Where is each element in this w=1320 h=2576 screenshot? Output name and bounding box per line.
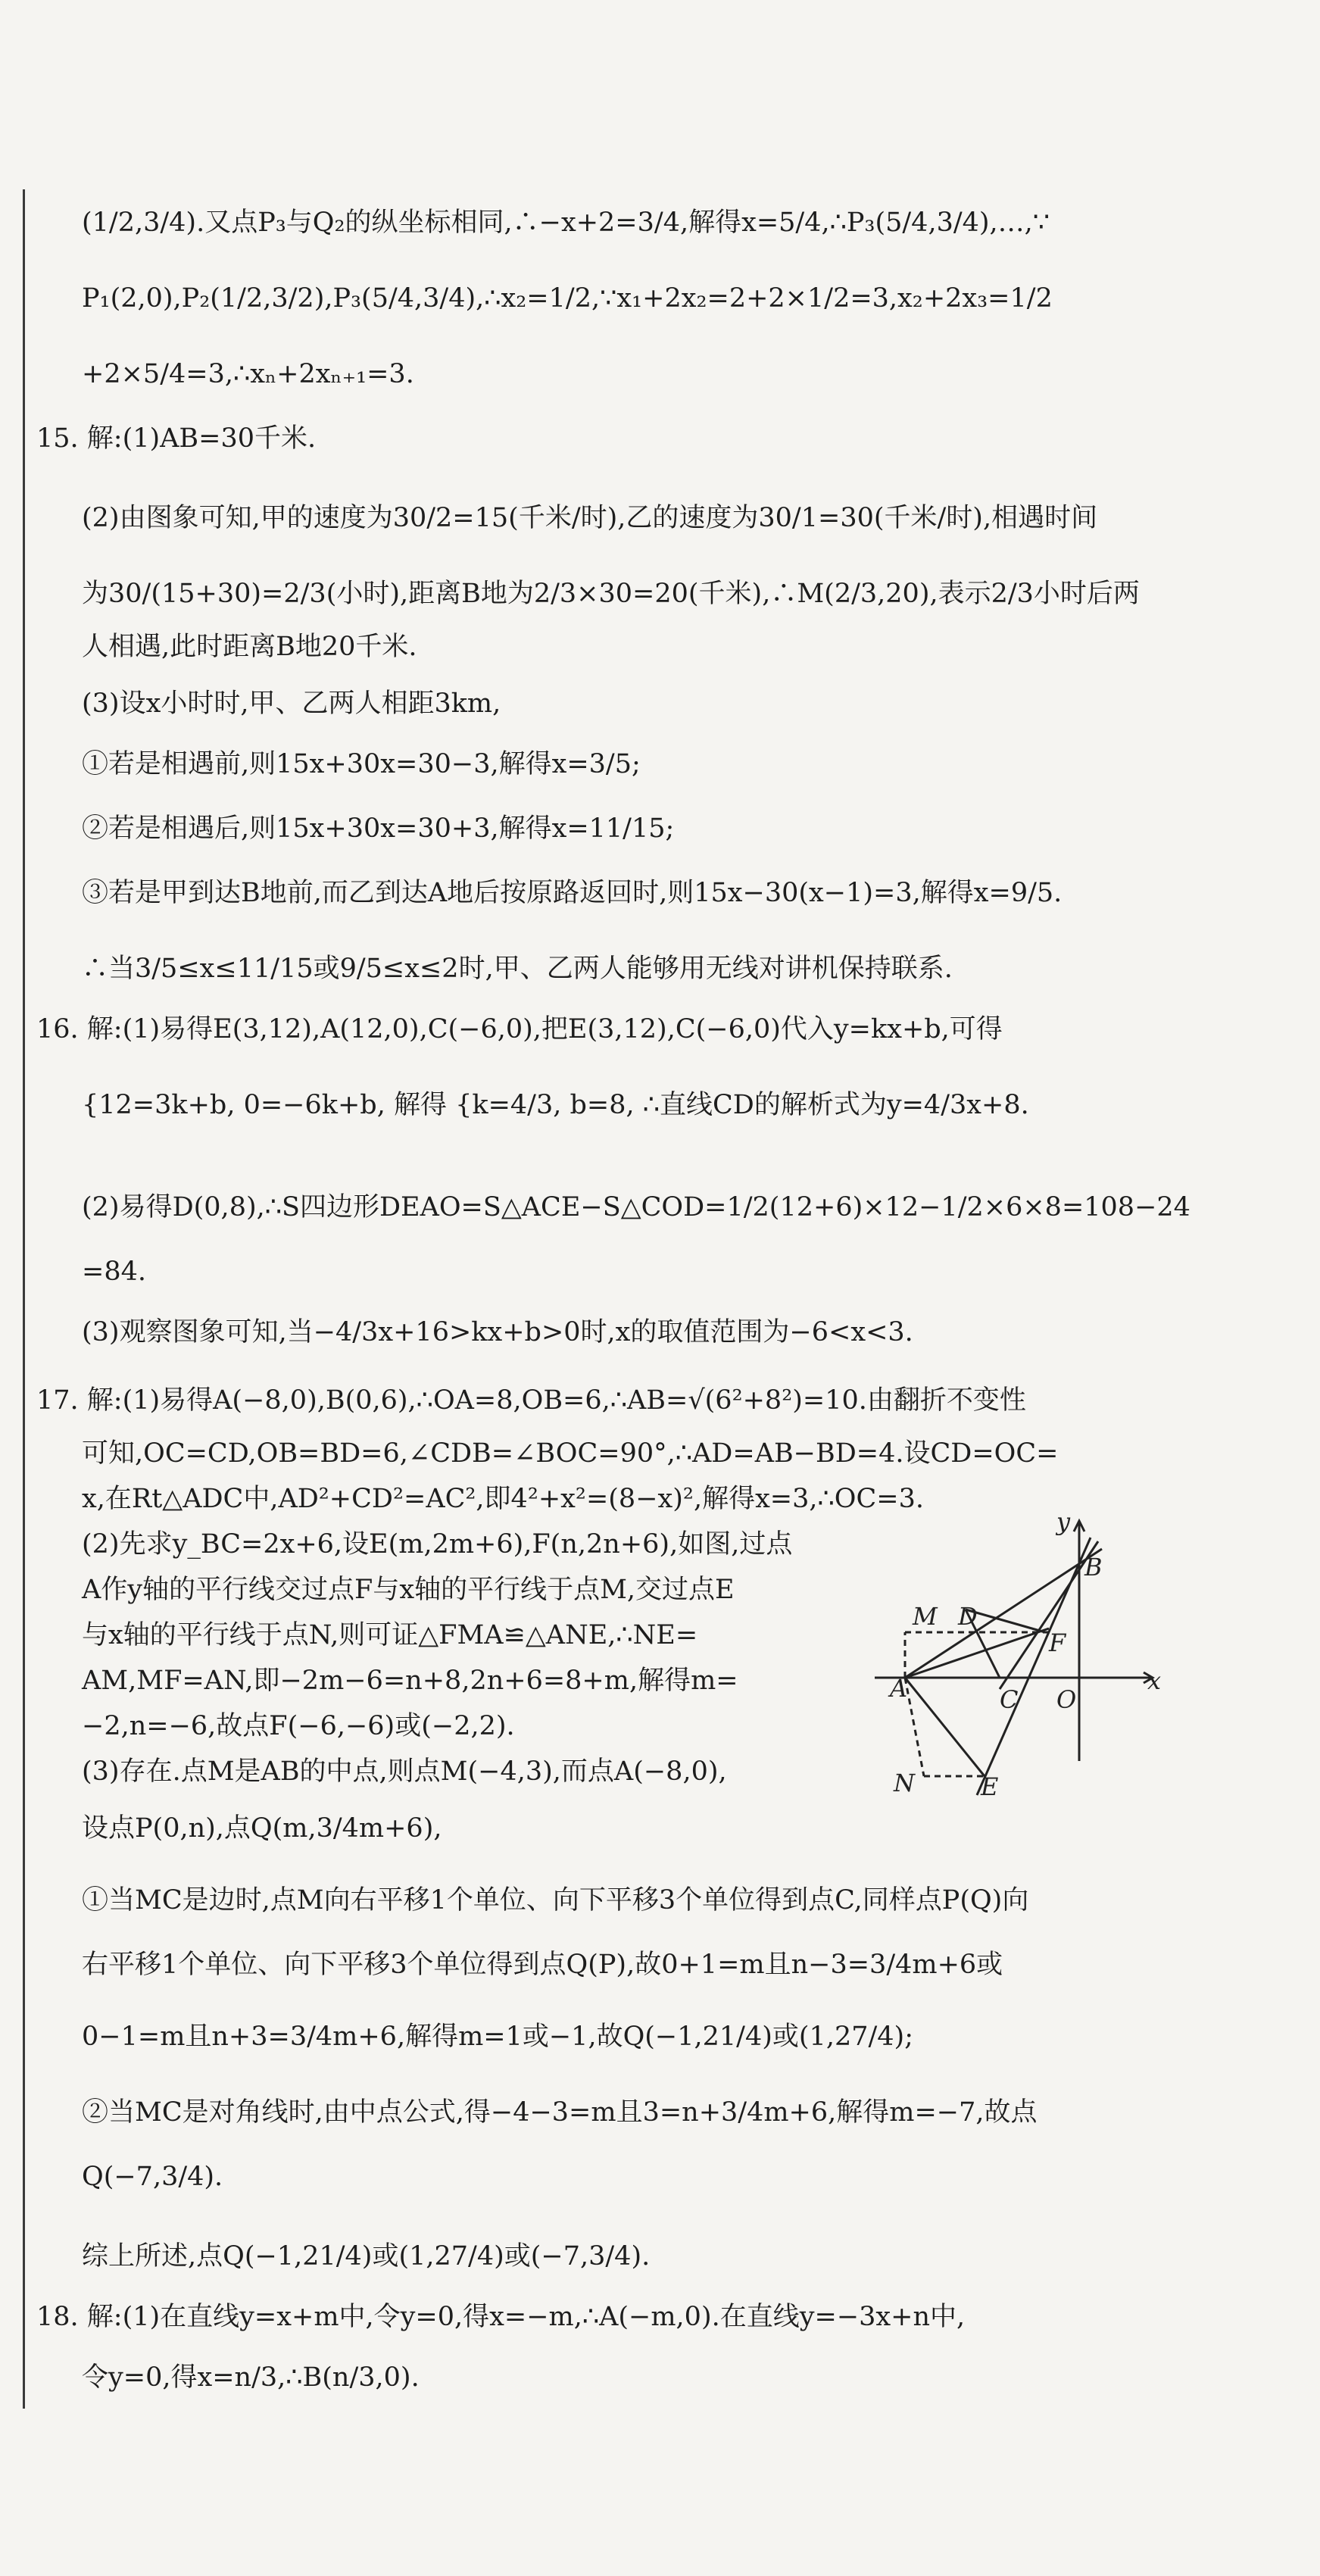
text-line: (3)存在.点M是AB的中点,则点M(−4,3),而点A(−8,0), xyxy=(82,1756,727,1787)
text-line: 15. 解:(1)AB=30千米. xyxy=(36,423,317,454)
label-a: A xyxy=(890,1674,908,1703)
text-line: +2×5/4=3,∴xₙ+2xₙ₊₁=3. xyxy=(82,359,414,389)
text-line: 综上所述,点Q(−1,21/4)或(1,27/4)或(−7,3/4). xyxy=(82,2241,651,2272)
text-line: 可知,OC=CD,OB=BD=6,∠CDB=∠BOC=90°,∴AD=AB−BD=4.设CD=OC= xyxy=(82,1438,1059,1469)
text-line: ③若是甲到达B地前,而乙到达A地后按原路返回时,则15x−30(x−1)=3,解得x=9/5. xyxy=(82,878,1063,908)
label-f: F xyxy=(1049,1628,1066,1657)
text-line: 右平移1个单位、向下平移3个单位得到点Q(P),故0+1=m且n−3=3/4m+6或 xyxy=(82,1950,1003,1980)
label-d: D xyxy=(958,1602,978,1631)
line-af xyxy=(905,1628,1049,1678)
text-line: 为30/(15+30)=2/3(小时),距离B地为2/3×30=20(千米),∴M(2/3,20),表示2/3小时后两 xyxy=(82,579,1140,609)
text-line: AM,MF=AN,即−2m−6=n+8,2n+6=8+m,解得m= xyxy=(82,1666,738,1696)
text-line: (3)观察图象可知,当−4/3x+16>kx+b>0时,x的取值范围为−6<x<3. xyxy=(82,1317,913,1347)
line-bc xyxy=(1000,1541,1098,1689)
label-y: y xyxy=(1056,1507,1071,1536)
text-line: ②当MC是对角线时,由中点公式,得−4−3=m且3=n+3/4m+6,解得m=−7,故点 xyxy=(82,2097,1038,2128)
label-x: x xyxy=(1147,1666,1162,1695)
text-line: 设点P(0,n),点Q(m,3/4m+6), xyxy=(82,1813,442,1844)
text-line: 0−1=m且n+3=3/4m+6,解得m=1或−1,故Q(−1,21/4)或(1,27/4); xyxy=(82,2022,913,2052)
text-line: −2,n=−6,故点F(−6,−6)或(−2,2). xyxy=(82,1711,515,1741)
label-o: O xyxy=(1056,1685,1077,1714)
text-line: ①若是相遇前,则15x+30x=30−3,解得x=3/5; xyxy=(82,749,641,779)
text-line: P₁(2,0),P₂(1/2,3/2),P₃(5/4,3/4),∴x₂=1/2,∵x₁+2x₂=2+2×1/2=3,x₂+2x₃=1/2 xyxy=(82,283,1053,314)
text-line: ∴当3/5≤x≤11/15或9/5≤x≤2时,甲、乙两人能够用无线对讲机保持联系. xyxy=(82,954,953,984)
text-line: (3)设x小时时,甲、乙两人相距3km, xyxy=(82,688,501,719)
text-line: ②若是相遇后,则15x+30x=30+3,解得x=11/15; xyxy=(82,813,675,844)
text-line: A作y轴的平行线交过点F与x轴的平行线于点M,交过点E xyxy=(82,1575,735,1605)
text-line: Q(−7,3/4). xyxy=(82,2162,223,2192)
geometry-figure xyxy=(871,1507,1166,1803)
line-ae xyxy=(905,1678,985,1776)
text-line: 令y=0,得x=n/3,∴B(n/3,0). xyxy=(82,2362,420,2393)
text-line: 与x轴的平行线于点N,则可证△FMA≌△ANE,∴NE= xyxy=(82,1620,698,1650)
text-line: (2)先求y_BC=2x+6,设E(m,2m+6),F(n,2n+6),如图,过点 xyxy=(82,1529,793,1560)
line-an xyxy=(905,1678,924,1776)
text-line: 17. 解:(1)易得A(−8,0),B(0,6),∴OA=8,OB=6,∴AB=√(6²+8²)=10.由翻折不变性 xyxy=(36,1385,1026,1416)
text-line: (2)由图象可知,甲的速度为30/2=15(千米/时),乙的速度为30/1=30(千米/时),相遇时间 xyxy=(82,503,1098,533)
margin-rule xyxy=(23,189,25,2409)
text-line: ①当MC是边时,点M向右平移1个单位、向下平移3个单位得到点C,同样点P(Q)向 xyxy=(82,1885,1029,1916)
text-line: (2)易得D(0,8),∴S四边形DEAO=S△ACE−S△COD=1/2(12+6)×12−1/2×6×8=108−24 xyxy=(82,1192,1190,1222)
label-c: C xyxy=(1000,1685,1019,1714)
text-line: x,在Rt△ADC中,AD²+CD²=AC²,即4²+x²=(8−x)²,解得x=3,∴OC=3. xyxy=(82,1484,924,1514)
text-line: {12=3k+b, 0=−6k+b, 解得 {k=4/3, b=8, ∴直线CD的解析式为y=4/3x+8. xyxy=(82,1090,1029,1120)
text-line: =84. xyxy=(82,1257,146,1287)
text-line: (1/2,3/4).又点P₃与Q₂的纵坐标相同,∴−x+2=3/4,解得x=5/4,∴P₃(5/4,3/4),…,∵ xyxy=(82,208,1050,238)
label-b: B xyxy=(1084,1553,1103,1582)
label-m: M xyxy=(913,1602,938,1631)
text-line: 18. 解:(1)在直线y=x+m中,令y=0,得x=−m,∴A(−m,0).在直线y=−3x+n中, xyxy=(36,2302,966,2332)
text-line: 16. 解:(1)易得E(3,12),A(12,0),C(−6,0),把E(3,12),C(−6,0)代入y=kx+b,可得 xyxy=(36,1014,1003,1044)
label-n: N xyxy=(894,1769,915,1797)
label-e: E xyxy=(981,1772,999,1801)
text-line: 人相遇,此时距离B地20千米. xyxy=(82,632,417,662)
